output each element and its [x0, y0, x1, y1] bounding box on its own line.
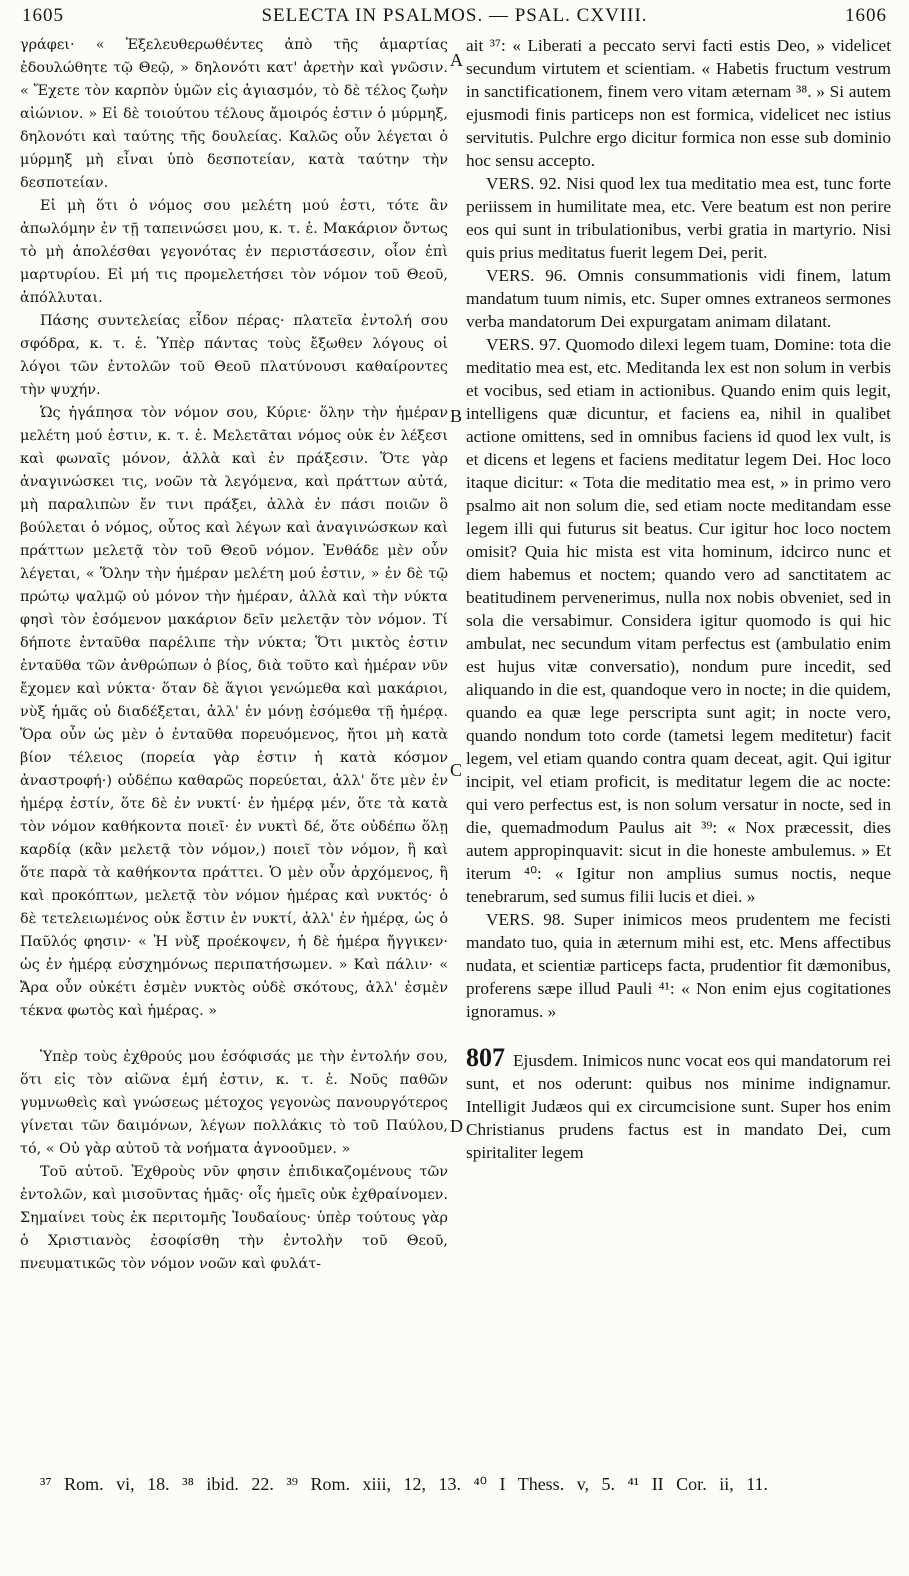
- footnotes: ³⁷ Rom. vi, 18. ³⁸ ibid. 22. ³⁹ Rom. xiii, 12, 13. ⁴⁰ I Thess. v, 5. ⁴¹ II Cor. ii, 11.: [40, 1474, 769, 1494]
- margin-letter: B: [450, 406, 463, 426]
- page-number-left: 1605: [22, 5, 64, 26]
- greek-paragraph: Πάσης συντελείας εἶδον πέρας· πλατεῖα ἐντολή σου σφόδρα, κ. τ. ἑ. Ὑπὲρ πάντας τοὺς ἔξωθεν λόγους οἱ λόγοι τῶν ἐντολῶν τοῦ Θεοῦ πλατύνουσι καθαίροντες τὴν ψυχήν.: [20, 313, 448, 398]
- greek-paragraph: Ὡς ἠγάπησα τὸν νόμον σου, Κύριε· ὅλην τὴν ἡμέραν μελέτη μού ἐστιν, κ. τ. ἑ. Μελετᾶται νόμος οὐκ ἐν λέξεσι καὶ φωναῖς μόνον, ἀλλὰ καὶ ἐν πράξεσιν. Ὅτε γὰρ ἀναγινώσκει τις, νοῶν τὰ λεγόμενα, καὶ πράττων αὐτά, μὴ παραλιπὼν ἔν τινι πράξει, ἀλλὰ ἐν πάσι ποιῶν ὃ βούλεται ὁ νόμος, οὗτος καὶ λέγων καὶ ἀναγινώσκων καὶ πράττων μελετᾷ τὸν τοῦ Θεοῦ νόμον. Ἐνθάδε μὲν οὖν λέγεται, « Ὅλην τὴν ἡμέραν μελέτη μού ἐστιν, » ἐν δὲ τῷ πρώτῳ ψαλμῷ οὐ μόνον τὴν ἡμέραν, ἀλλὰ καὶ τὴν νύκτα φησὶ τὸν ἐσόμενον μακάριον δεῖν μελετᾷν τὸν νόμον. Τί δήποτε ἐνταῦθα παρέλιπε τὴν νύκτα; Ὅτι μικτὸς ἐστιν ἐνταῦθα τῶν ἀνθρώπων ὁ βίος, διὰ τοῦτο καὶ ἡμέραν νῦν ἔχομεν καὶ νύκτα· ὅταν δὲ ἅγιοι γενώμεθα καὶ μακάριοι, νὺξ ἡμᾶς οὐ διαδέξεται, ἀλλ' ἐν μόνῃ ἐσόμεθα τῇ ἡμέρᾳ. Ὅρα οὖν ὡς μὲν ὁ ἐνταῦθα πορευόμενος, ἤτοι μὴ κατὰ βίον τέλειος (πορεία γὰρ ἐστιν ἡ κατὰ κόσμον ἀναστροφή·) οὐδέπω καθαρῶς πορεύεται, ἀλλ' ὅτε μὲν ἐν ἡμέρᾳ ἐστίν, ὅτε δὲ ἐν νυκτί· ἐν ἡμέρᾳ μέν, ὅτε τὰ κατὰ τὸν νόμον καθήκοντα ποιεῖ· ἐν νυκτὶ δέ, ὅτε οὐδέπω ὅλῃ καρδίᾳ (κἂν μελετᾷ τὸν νόμον,) ποιεῖ τὸν νόμον, ἢ καὶ ὅτε παρὰ τὰ καθήκοντα πράττει. Ὁ μὲν οὖν ἀρχόμενος, ἢ καὶ προκόπτων, μελετᾷ τὸν νόμον ἡμέρας καὶ νυκτός· ὁ δὲ τετελειωμένος οὐκ ἔστιν ἐν νυκτί, ἀλλ' ἐν ἡμέρᾳ, ὡς ὁ Παῦλός φησιν· « Ἡ νὺξ προέκοψεν, ἡ δὲ ἡμέρα ἤγγικεν· ὡς ἐν ἡμέρᾳ εὐσχημόνως περιπατήσωμεν. » Καὶ πάλιν· « Ἄρα οὖν οὐκέτι ἐσμὲν νυκτὸς οὐδὲ σκότους, ἀλλ' ἐσμὲν τέκνα φωτὸς καὶ ἡμέρας. »: [20, 405, 448, 1019]
- running-title: SELECTA IN PSALMOS. — PSAL. CXVIII.: [261, 5, 648, 26]
- greek-column: [20, 34, 448, 1276]
- margin-letter: A: [450, 50, 463, 70]
- page-number-right: 1606: [845, 5, 887, 26]
- greek-paragraph: γράφει· « Ἐξελευθερωθέντες ἀπὸ τῆς ἁμαρτίας ἐδουλώθητε τῷ Θεῷ, » δηλονότι κατ' ἀρετὴν καὶ γνῶσιν. « Ἔχετε τὸν καρπὸν ὑμῶν εἰς ἁγιασμόν, τὸ δὲ τέλος ζωὴν αἰώνιον. » Εἰ δὲ τοιούτου τέλους ἄμοιρός ἐστιν ὁ μύρμηξ, δηλονότι καὶ ταύτης τῆς δουλείας. Καλῶς οὖν λέγεται ὁ μύρμηξ μὴ εἶναι ὑπὸ δεσποτείαν, κατὰ ταύτην τὴν δεσποτείαν.: [20, 37, 448, 191]
- latin-paragraph: VERS. 96. Omnis consummationis vidi finem, latum mandatum tuum nimis, etc. Super omnes extraneos sermones verba mandatorum Dei expurgatam animam dilatant.: [466, 266, 891, 331]
- running-header: [0, 5, 909, 27]
- margin-letter: C: [450, 760, 463, 780]
- greek-paragraph: Ὑπὲρ τοὺς ἐχθρούς μου ἐσόφισάς με τὴν ἐντολήν σου, ὅτι εἰς τὸν αἰῶνα ἐμή ἐστιν, κ. τ. ἑ. Νοῦς παθῶν γυμνωθεὶς καὶ γνώσεως μέτοχος γεγονὼς πανουργότερος γίνεται τῶν δαιμόνων, λέγων πολλάκις τὸ τοῦ Παύλου, τό, « Οὐ γὰρ αὐτοῦ τὰ νοήματα ἀγνοοῦμεν. »: [20, 1049, 448, 1157]
- latin-paragraph: VERS. 92. Nisi quod lex tua meditatio mea est, tunc forte periissem in humilitate mea, etc. Vere beatum est non perire eos qui sunt in tribulationibus, verbi gratia in martyrio. Nisi quis prius meditatus fuerit legem Dei, perit.: [466, 174, 891, 262]
- greek-paragraph: Εἰ μὴ ὅτι ὁ νόμος σου μελέτη μού ἐστι, τότε ἂν ἀπωλόμην ἐν τῇ ταπεινώσει μου, κ. τ. ἑ. Μακάριον ὄντως τὸ μὴ ἀπολέσθαι γεγονότας ἐν περιστάσεσιν, οἷον ἐπὶ μαρτυρίου. Εἰ μή τις προμελετήσει τὸν νόμον τοῦ Θεοῦ, ἀπόλλυται.: [20, 198, 448, 306]
- column-number: 807: [466, 1043, 505, 1072]
- latin-paragraph: VERS. 97. Quomodo dilexi legem tuam, Domine: tota die meditatio mea est, etc. Meditanda lex est non solum in verbis et vocibus, sed etiam in actionibus. Quando enim quis legit, intelligens quæ dicuntur, et faciens ea, nihil in qualibet actione omittens, sed in omnibus faciens id quod lex vult, is et dicens et legens et faciens meditatur legem Dei. Hoc loco itaque dicitur: « Tota die meditatio mea est, » in primo vero psalmo ait non solum die, sed etiam nocte meditandam esse legem illi qui futurus sit beatus. Cur igitur hoc loco noctem omisit? Quia hic mista est vita hominum, idcirco nunc et diem habemus et noctem; quando vero ad sanctitatem ac beatitudinem pervenerimus, nulla nox nobis obveniet, sed in sola die versabimur. Considera igitur quomodo is qui hic ambulat, nec secundum vitam perfectus est (ambulatio enim est hujus vitæ conversatio), nondum pure incedit, sed aliquando in die est, quandoque vero in nocte; in die quidem, quando ea quæ lege perscripta sunt agit; in nocte vero, quando nondum toto corde (tametsi legem meditetur) facit legem, vel etiam quando contra quam deceat, agit. Qui igitur incipit, vel etiam proficit, is meditatur legem die ac nocte: qui vero perfectus est, is non solum versatur in nocte, sed in die, quemadmodum Paulus ait ³⁹: « Nox præcessit, dies autem appropinquavit: sicut in die honeste ambulemus. » Et iterum ⁴⁰: « Igitur non amplius sumus noctis, neque tenebrarum, sed sumus filii lucis et diei. »: [466, 335, 891, 906]
- margin-letter: D: [450, 1116, 463, 1136]
- latin-paragraph: [466, 1043, 891, 1164]
- latin-paragraph-text: Ejusdem. Inimicos nunc vocat eos qui mandatorum rei sunt, et nos oderunt: quibus nos minime indignamur. Intelligit Judæos qui ex circumcisione sunt. Super hos enim Christianus prudens factus est in mandato Dei, cum spiritaliter legem: [466, 1051, 891, 1162]
- latin-paragraph: ait ³⁷: « Liberati a peccato servi facti estis Deo, » videlicet secundum virtutem et scientiam. « Habetis fructum vestrum in sanctificationem, finem vero vitam æternam ³⁸. » Si autem ejusmodi finis particeps non est formica, videlicet nec istius servitutis. Pulchre ergo dicitur formica non esse sub dominio hoc sensu accepto.: [466, 36, 891, 170]
- latin-paragraph: VERS. 98. Super inimicos meos prudentem me fecisti mandato tuo, quia in æternum mihi est, etc. Mens affectibus nudata, et scientiæ particeps facta, prudentior fit dæmonibus, proferens sæpe illud Pauli ⁴¹: « Non enim ejus cogitationes ignoramus. »: [466, 910, 891, 1021]
- greek-paragraph: Τοῦ αὐτοῦ. Ἐχθροὺς νῦν φησιν ἐπιδικαζομένους τῶν ἐντολῶν, καὶ μισοῦντας ἡμᾶς· οἷς ἡμεῖς οὐκ ἐχθραίνομεν. Σημαίνει τοὺς ἐκ περιτομῆς Ἰουδαίους· ὑπὲρ τούτους γὰρ ὁ Χριστιανὸς ἐσοφίσθη τὴν ἐντολὴν τοῦ Θεοῦ, πνευματικῶς τὸν νόμον νοῶν καὶ φυλάτ-: [20, 1164, 448, 1272]
- latin-column: [466, 34, 891, 1164]
